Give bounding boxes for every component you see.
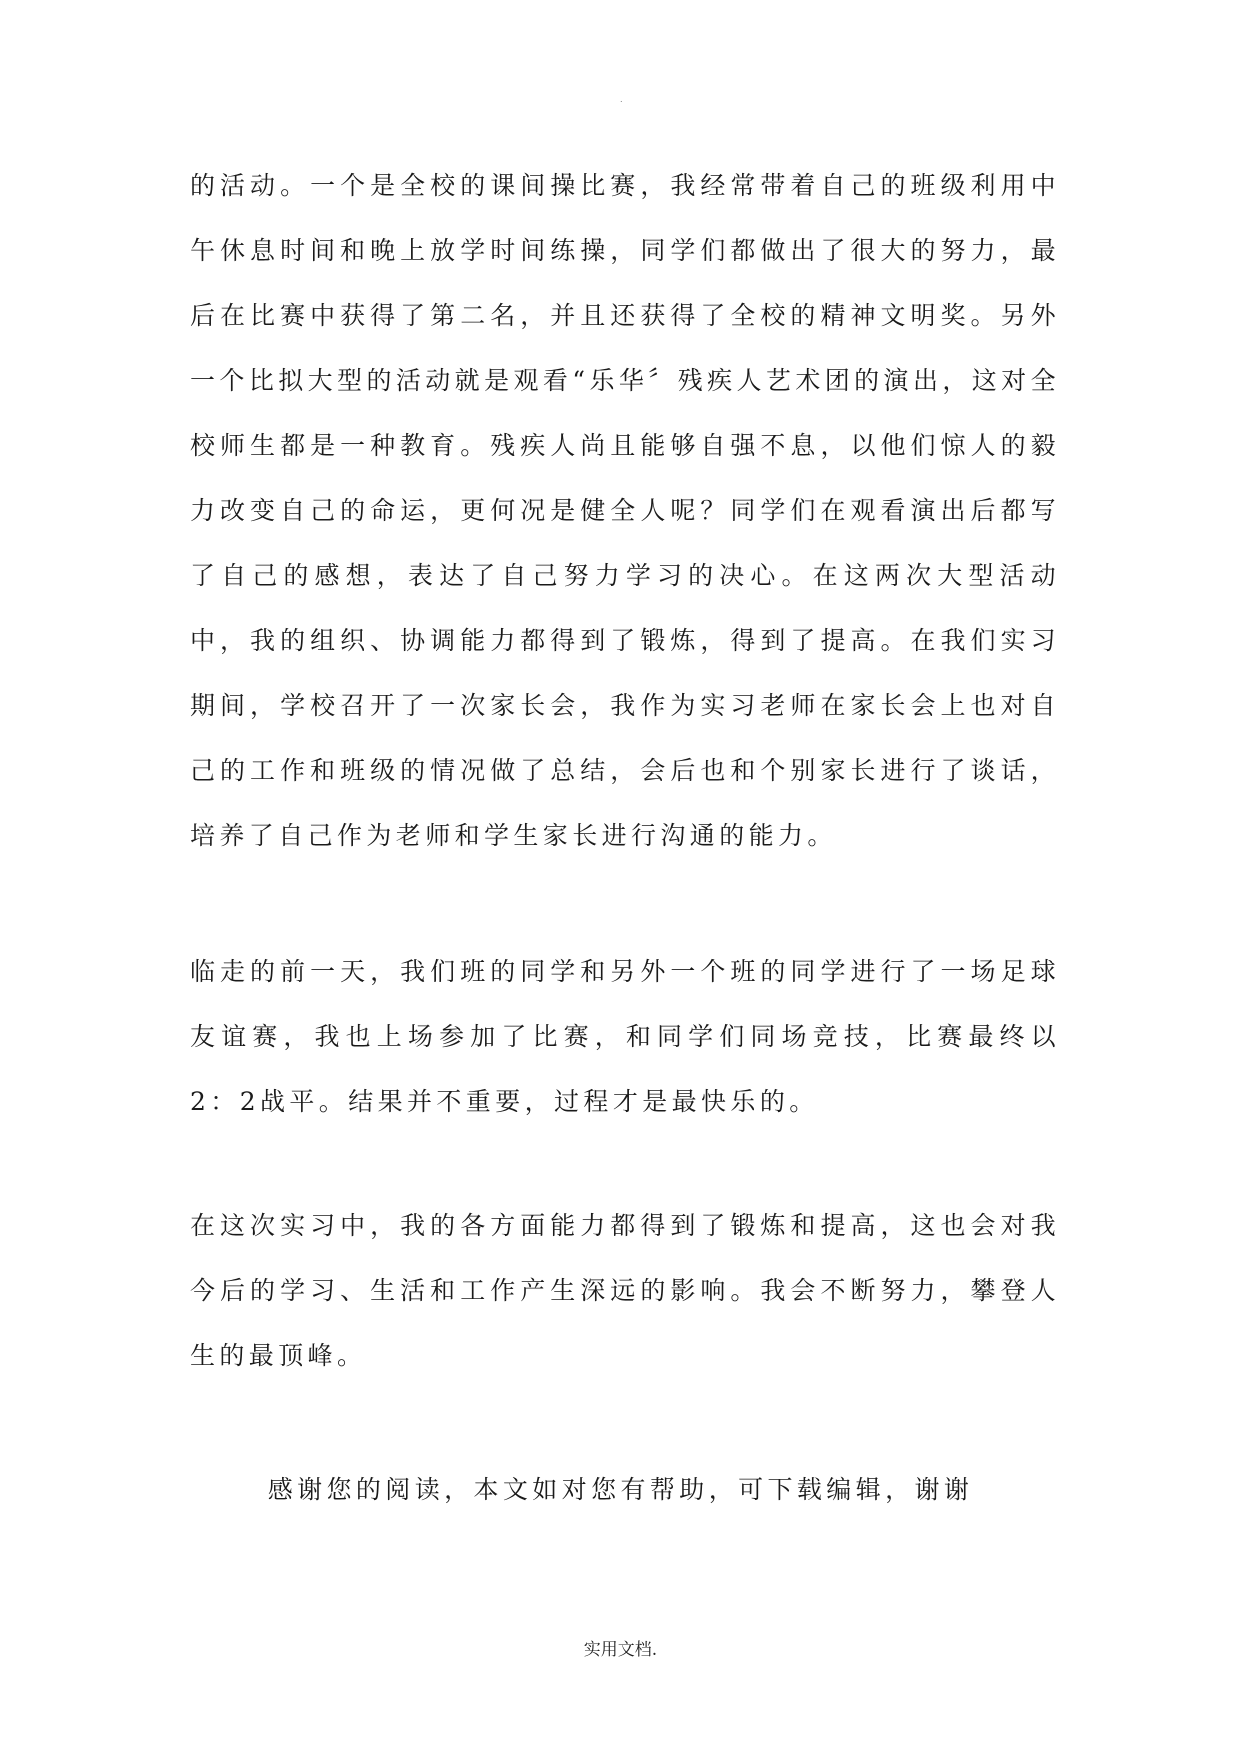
body-paragraph-3: 在这次实习中，我的各方面能力都得到了锻炼和提高，这也会对我今后的学习、生活和工作产生深远的影响。我会不断努力，攀登人生的最顶峰。 xyxy=(190,1211,1060,1370)
body-paragraph-1: 的活动。一个是全校的课间操比赛，我经常带着自己的班级利用中午休息时间和晚上放学时间练操，同学们都做出了很大的努力，最后在比赛中获得了第二名，并且还获得了全校的精神文明奖。另外一个比拟大型的活动就是观看“乐华〞残疾人艺术团的演出，这对全校师生都是一种教育。残疾人尚且能够自强不息，以他们惊人的毅力改变自己的命运，更何况是健全人呢？同学们在观看演出后都写了自己的感想，表达了自己努力学习的决心。在这两次大型活动中，我的组织、协调能力都得到了锻炼，得到了提高。在我们实习期间，学校召开了一次家长会，我作为实习老师在家长会上也对自己的工作和班级的情况做了总结，会后也和个别家长进行了谈话，培养了自己作为老师和学生家长进行沟通的能力。 xyxy=(190,171,1060,850)
page-footer: 实用文档. xyxy=(583,1640,658,1660)
closing-note: 感谢您的阅读，本文如对您有帮助，可下载编辑，谢谢 xyxy=(267,1475,974,1504)
header-mark: . xyxy=(620,95,623,104)
body-paragraph-2: 临走的前一天，我们班的同学和另外一个班的同学进行了一场足球友谊赛，我也上场参加了比赛，和同学们同场竞技，比赛最终以2：2战平。结果并不重要，过程才是最快乐的。 xyxy=(190,957,1060,1116)
